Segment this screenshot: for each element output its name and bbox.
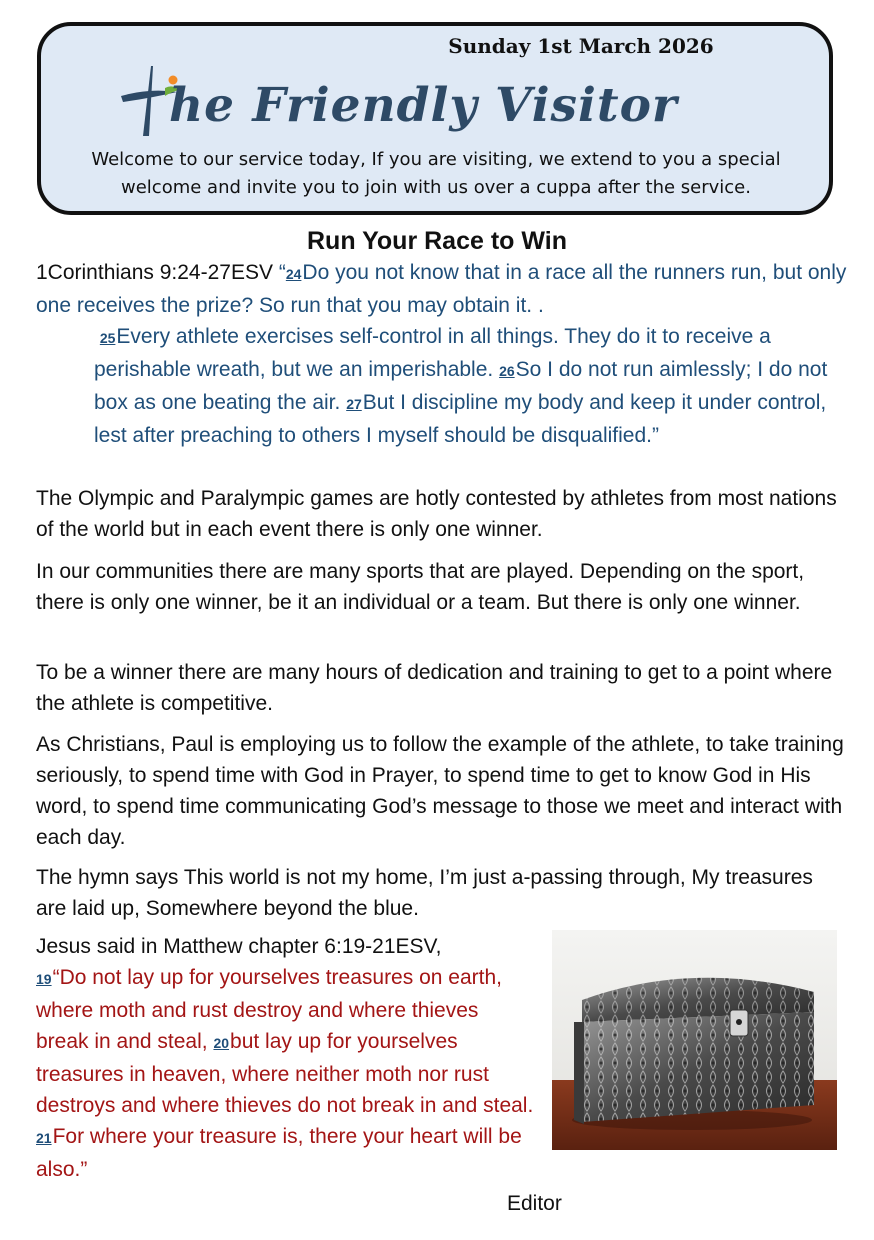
body-paragraph: The hymn says This world is not my home, I’m just a-passing through, My treasures are laid up, Somewhere beyond the blue. bbox=[36, 866, 813, 920]
verse-number[interactable]: 27 bbox=[346, 396, 362, 412]
issue-date: Sunday 1st March 2026 bbox=[448, 34, 714, 58]
treasure-chest-photo bbox=[552, 930, 837, 1150]
scripture-passage-matthew bbox=[36, 931, 536, 1185]
scripture-reference: 1Corinthians 9:24-27ESV bbox=[36, 261, 273, 284]
verse-number[interactable]: 24 bbox=[285, 266, 302, 282]
verse-text: For where your treasure is, there your heart will be also.” bbox=[36, 1125, 522, 1181]
verse-continuation bbox=[36, 321, 851, 451]
body-paragraph: The Olympic and Paralympic games are hotly contested by athletes from most nations of the world but in each event there is only one winner. bbox=[36, 487, 837, 541]
verse-text: But I discipline my body and keep it under control, lest after preaching to others I myself should be disqualified.” bbox=[94, 391, 827, 447]
verse-number[interactable]: 20 bbox=[213, 1035, 230, 1051]
open-quote: “ bbox=[278, 261, 286, 284]
scripture-intro: Jesus said in Matthew chapter 6:19-21ESV, bbox=[36, 935, 442, 958]
verse-number[interactable]: 25 bbox=[99, 330, 116, 346]
verse-number[interactable]: 21 bbox=[36, 1130, 52, 1146]
body-paragraph: As Christians, Paul is employing us to follow the example of the athlete, to take training seriously, to spend time with God in Prayer, to spend time to get to know God in His word, to spend time communicating God’s message to those we meet and interact with each day. bbox=[36, 733, 844, 849]
welcome-message: Welcome to our service today, If you are visiting, we extend to you a special welcome and invite you to join with us over a cuppa after the service. bbox=[91, 149, 781, 198]
verse-text: So I do not run aimlessly; I do not box as one beating the air. bbox=[94, 358, 828, 414]
verse-number[interactable]: 19 bbox=[36, 971, 52, 987]
verse-text: Every athlete exercises self-control in all things. They do it to receive a perishable wreath, but we an imperishable. bbox=[94, 325, 771, 381]
sermon-title: Run Your Race to Win bbox=[307, 227, 567, 255]
editor-signoff: Editor bbox=[507, 1192, 562, 1215]
verse-text: Do you not know that in a race all the runners run, but only one receives the prize? So run that you may obtain it. . bbox=[36, 261, 847, 317]
verse-number[interactable]: 26 bbox=[499, 363, 515, 379]
newsletter-title: he Friendly Visitor bbox=[169, 78, 678, 133]
body-paragraph: To be a winner there are many hours of dedication and training to get to a point where the athlete is competitive. bbox=[36, 661, 833, 715]
verse-text: but lay up for yourselves treasures in heaven, where neither moth nor rust destroys and where thieves do not break in and steal. bbox=[36, 1030, 534, 1117]
masthead-box bbox=[37, 22, 833, 215]
verse-text: “Do not lay up for yourselves treasures on earth, where moth and rust destroy and where thieves break in and steal, bbox=[36, 966, 502, 1053]
scripture-passage-corinthians bbox=[36, 257, 851, 451]
body-paragraph: In our communities there are many sports that are played. Depending on the sport, there is only one winner, be it an individual or a team. But there is only one winner. bbox=[36, 560, 805, 614]
